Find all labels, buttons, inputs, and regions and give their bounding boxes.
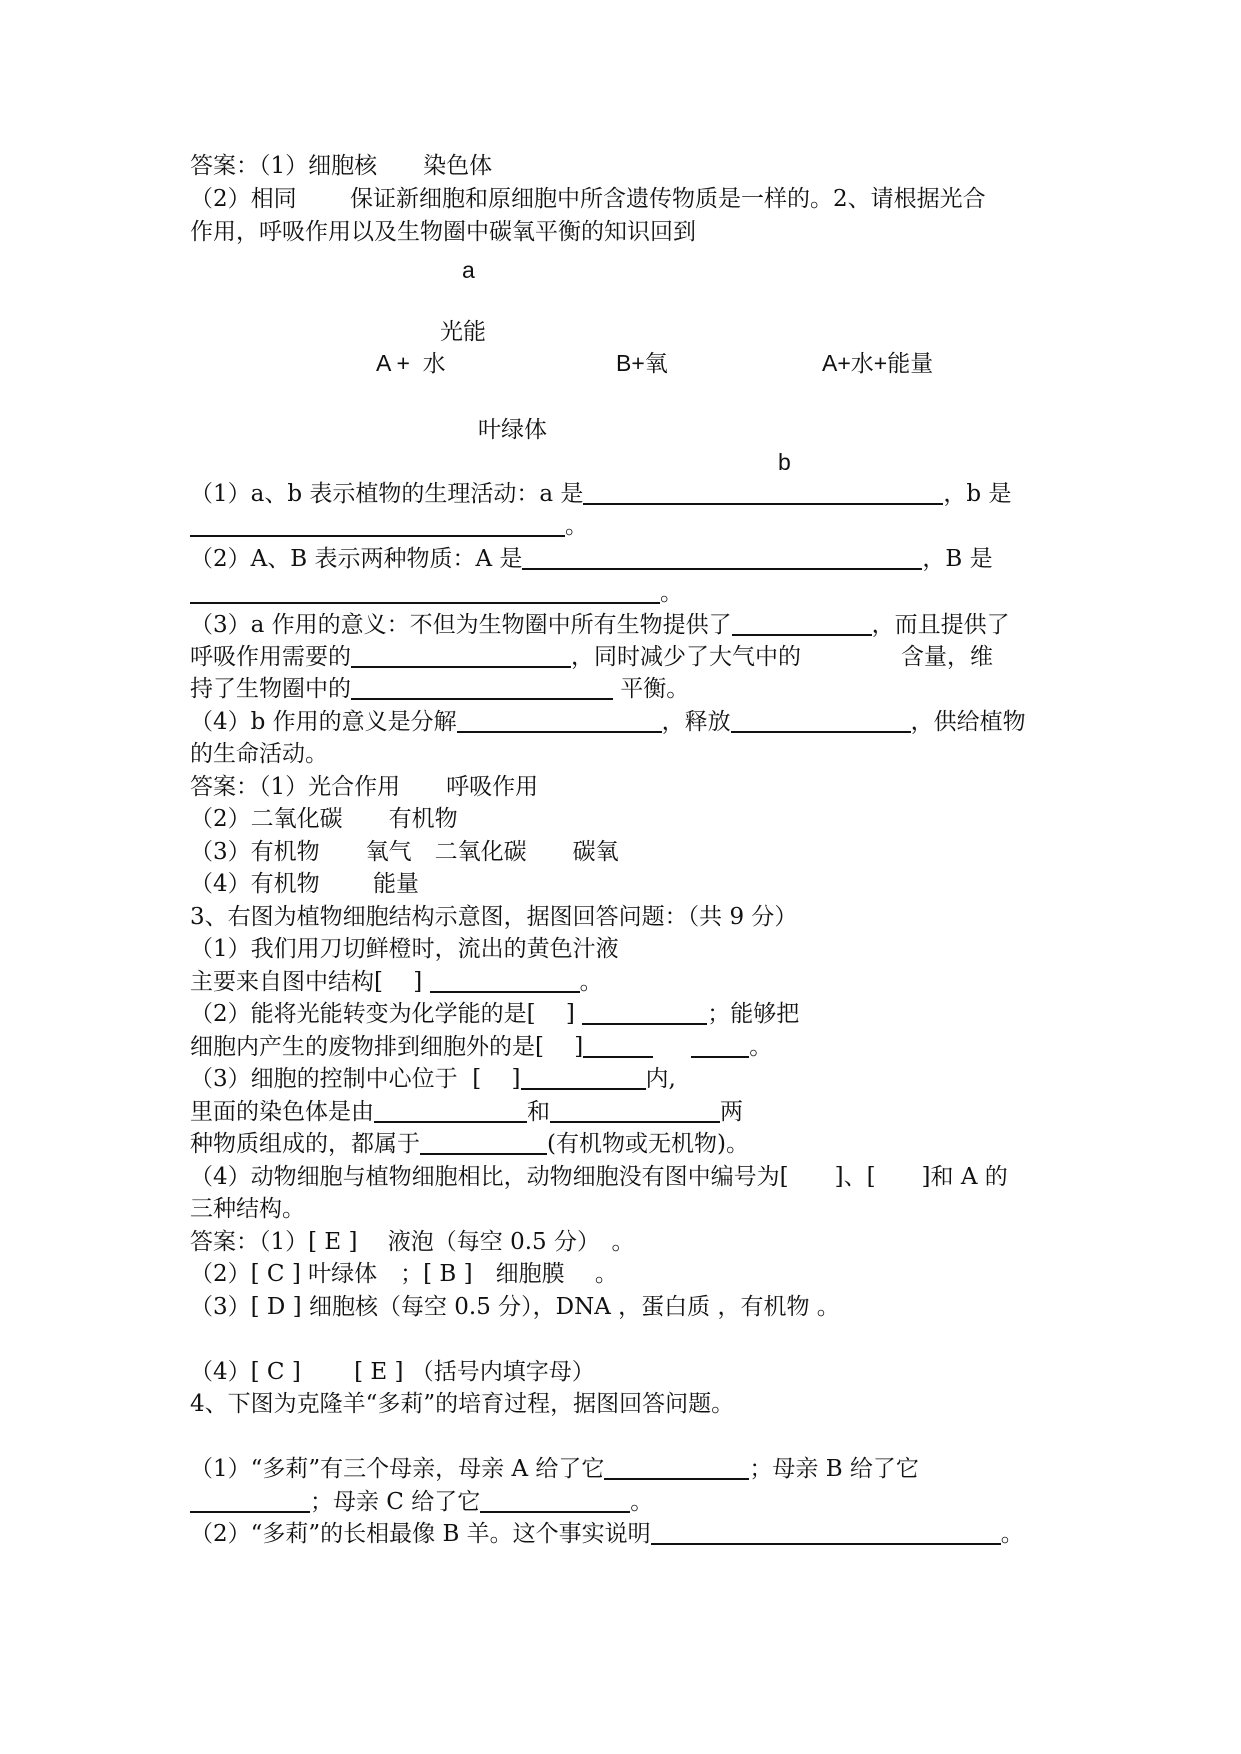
answer-blank[interactable] (583, 481, 943, 505)
q2-answer-4: （4）有机物 能量 (190, 871, 419, 897)
q3-answer-1: 答案：（1）[ E ] 液泡（每空 0.5 分） 。 (190, 1229, 635, 1255)
answer-blank[interactable] (582, 1001, 707, 1025)
reactants-left: A + 水 (376, 350, 446, 376)
q3-part2-cont: 细胞内产生的废物排到细胞外的是[ ] 。 (190, 1034, 773, 1060)
q2-answer-2: （2）二氧化碳 有机物 (190, 806, 458, 832)
q4-part1-cont: ；母亲 C 给了它 。 (190, 1486, 653, 1518)
q3-part1: （1）我们用刀切鲜橙时，流出的黄色汁液 (190, 936, 619, 962)
q1-answer-line2: （2）相同 保证新细胞和原细胞中所含遗传物质是一样的。2、请根据光合 (190, 186, 986, 212)
answer-blank[interactable] (190, 513, 565, 537)
q2-part2-cont: 。 (190, 577, 683, 609)
answer-blank[interactable] (651, 1521, 1001, 1545)
q3-answer-3: （3）[ D ] 细胞核（每空 0.5 分），DNA ，蛋白质 ，有机物 。 (190, 1294, 840, 1320)
answer-blank[interactable] (583, 1034, 653, 1058)
q2-part2: （2）A、B 表示两种物质：A 是 ，B 是 (190, 546, 993, 572)
q3-part3-cont1: 里面的染色体是由 和 两 (190, 1099, 743, 1125)
q4-part2: （2）“多莉”的长相最像 B 羊。这个事实说明 。 (190, 1521, 1024, 1547)
q3-answer-2: （2）[ C ] 叶绿体 ；[ B ] 细胞膜 。 (190, 1261, 618, 1287)
q3-part4: （4）动物细胞与植物细胞相比，动物细胞没有图中编号为[ ]、[ ]和 A 的 (190, 1164, 1008, 1190)
label-light-energy: 光能 (440, 319, 486, 345)
answer-blank[interactable] (480, 1489, 630, 1513)
answer-blank[interactable] (691, 1034, 749, 1058)
q2-part3: （3）a 作用的意义：不但为生物圈中所有生物提供了 ，而且提供了 (190, 612, 1010, 638)
q2-part1-cont: 。 (190, 510, 588, 542)
answer-blank[interactable] (731, 709, 911, 733)
q3-part3-cont2: 种物质组成的，都属于 (有机物或无机物)。 (190, 1131, 749, 1157)
label-b: b (778, 449, 791, 475)
answer-blank[interactable] (550, 1099, 720, 1123)
q3-title: 3、右图为植物细胞结构示意图，据图回答问题：（共 9 分） (190, 904, 798, 930)
q2-part4: （4）b 作用的意义是分解 ，释放 ，供给植物 (190, 709, 1026, 735)
q2-answer-3: （3）有机物 氧气 二氧化碳 碳氧 (190, 839, 619, 865)
answer-blank[interactable] (521, 1066, 646, 1090)
answer-blank[interactable] (374, 1099, 527, 1123)
q2-part3-cont2: 持了生物圈中的 平衡。 (190, 676, 690, 702)
answer-blank[interactable] (351, 676, 613, 700)
answer-blank[interactable] (522, 546, 922, 570)
q4-title: 4、下图为克隆羊“多莉”的培育过程，据图回答问题。 (190, 1391, 735, 1417)
q2-answer-1: 答案：（1）光合作用 呼吸作用 (190, 774, 539, 800)
q2-part1: （1）a、b 表示植物的生理活动：a 是 ，b 是 (190, 481, 1012, 507)
q3-part1-cont: 主要来自图中结构[ ] 。 (190, 969, 603, 995)
answer-blank[interactable] (351, 644, 571, 668)
answer-blank[interactable] (457, 709, 662, 733)
answer-blank[interactable] (190, 580, 660, 604)
q4-part1: （1）“多莉”有三个母亲，母亲 A 给了它 ；母亲 B 给了它 (190, 1456, 919, 1482)
answer-blank[interactable] (604, 1456, 749, 1480)
q3-part4-cont: 三种结构。 (190, 1196, 305, 1222)
products-middle: B+氧 (616, 350, 668, 376)
q3-part3: （3）细胞的控制中心位于 [ ] 内, (190, 1066, 676, 1092)
answer-blank[interactable] (732, 612, 872, 636)
q3-answer-4: （4）[ C ] [ E ] （括号内填字母） (190, 1359, 595, 1385)
q1-answer-line1: 答案：（1）细胞核 染色体 (190, 153, 493, 179)
answer-blank[interactable] (420, 1131, 547, 1155)
label-a: a (462, 257, 475, 283)
answer-blank[interactable] (430, 969, 580, 993)
q2-part4-cont: 的生命活动。 (190, 741, 328, 767)
q3-part2: （2）能将光能转变为化学能的是[ ] ；能够把 (190, 1001, 800, 1027)
label-chloroplast: 叶绿体 (478, 417, 547, 443)
q2-part3-cont1: 呼吸作用需要的 ，同时减少了大气中的 含量，维 (190, 644, 993, 670)
products-right: A+水+能量 (822, 350, 934, 376)
q2-intro-line: 作用，呼吸作用以及生物圈中碳氧平衡的知识回到 (190, 219, 696, 245)
answer-blank[interactable] (190, 1489, 310, 1513)
